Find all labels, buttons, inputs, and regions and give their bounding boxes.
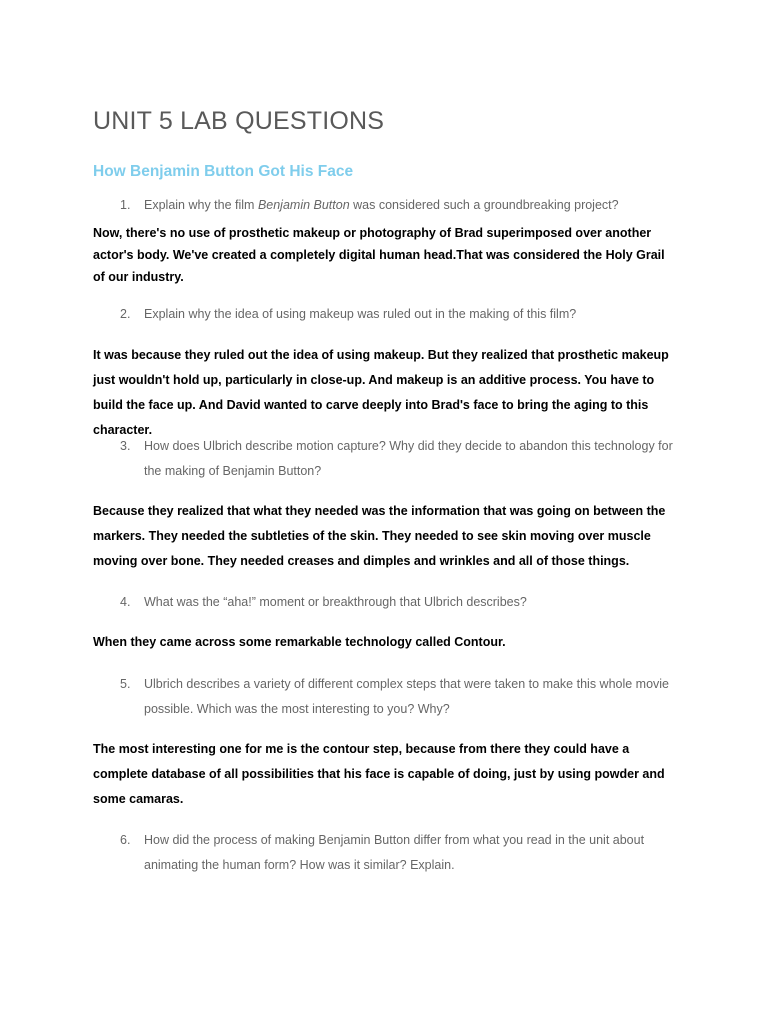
answer-1: Now, there's no use of prosthetic makeup or photography of Brad superimposed over another actor's body. We've created a completely digital human head.That was considered the Holy Grail of our industry.	[93, 226, 665, 284]
answer-4: When they came across some remarkable technology called Contour.	[93, 635, 506, 649]
film-title-italic: Benjamin Button	[257, 198, 350, 212]
question-4	[93, 590, 678, 615]
question-number: 6.	[120, 833, 131, 847]
question-text: Explain why the idea of using makeup was ruled out in the making of this film?	[144, 307, 577, 321]
question-number: 5.	[120, 677, 131, 691]
question-2	[93, 302, 678, 327]
question-1	[93, 193, 678, 218]
question-text: How does Ulbrich describe motion capture? Why did they decide to abandon this technology for the making of Benjamin Button?	[144, 439, 673, 478]
answer-3: Because they realized that what they needed was the information that was going on between the markers. They needed the subtleties of the skin. They needed to see skin moving over muscle moving over bone. They needed creases and dimples and wrinkles and all of those things.	[93, 504, 666, 568]
answer-2: It was because they ruled out the idea of using makeup. But they realized that prosthetic makeup just wouldn't hold up, particularly in close-up. And makeup is an additive process. You have to build the face up. And David wanted to carve deeply into Brad's face to bring the aging to this character.	[93, 348, 669, 437]
answer-5: The most interesting one for me is the contour step, because from there they could have a complete database of all possibilities that his face is capable of doing, just by using powder and some camaras.	[93, 742, 665, 806]
question-text-part: Explain why the film	[144, 198, 258, 212]
question-number: 1.	[120, 198, 131, 212]
question-6	[93, 828, 678, 877]
question-text: How did the process of making Benjamin Button differ from what you read in the unit about animating the human form? How was it similar? Explain.	[144, 833, 645, 872]
section-heading: How Benjamin Button Got His Face	[93, 163, 354, 180]
question-3	[93, 434, 678, 483]
question-text-part: was considered such a groundbreaking project?	[349, 198, 619, 212]
page-title: UNIT 5 LAB QUESTIONS	[93, 107, 385, 135]
question-number: 3.	[120, 439, 131, 453]
question-text: What was the “aha!” moment or breakthrough that Ulbrich describes?	[144, 595, 527, 609]
question-number: 2.	[120, 307, 131, 321]
question-5	[93, 672, 678, 721]
question-number: 4.	[120, 595, 131, 609]
question-text: Ulbrich describes a variety of different complex steps that were taken to make this whole movie possible. Which was the most interesting to you? Why?	[144, 677, 670, 716]
question-text	[144, 193, 678, 218]
